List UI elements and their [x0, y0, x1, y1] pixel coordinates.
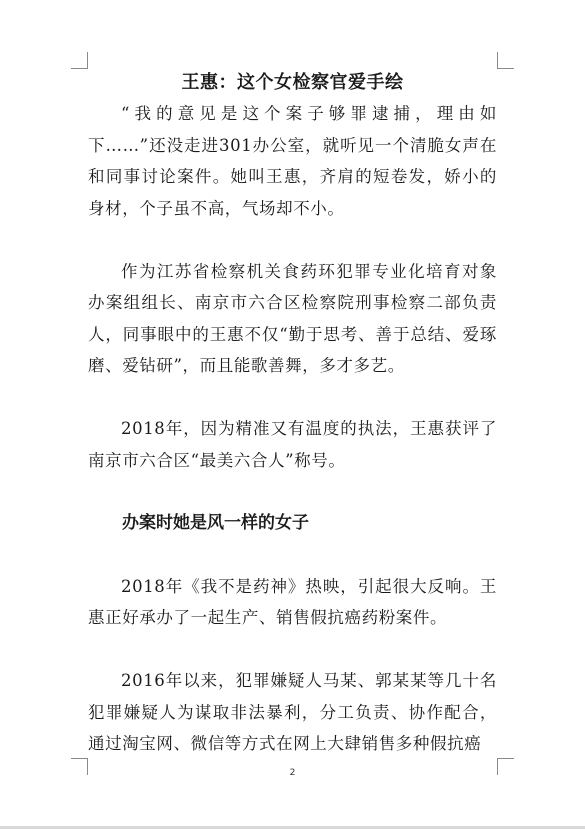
document-body: [88, 68, 497, 760]
paragraph-spacer: [88, 382, 497, 414]
crop-mark-top-right: [497, 52, 514, 69]
paragraph-intro: “我的意见是这个案子够罪逮捕，理由如下……”还没走进301办公室，就听见一个清脆女声在和同事讨论案件。她叫王惠，齐肩的短卷发，娇小的身材，个子虽不高，气场却不小。: [88, 104, 497, 218]
paragraph-role: 作为江苏省检察机关食药环犯罪专业化培育对象办案组组长、南京市六合区检察院刑事检察二部负责人，同事眼中的王惠不仅“勤于思考、善于总结、爱琢磨、爱钻研”，而且能歌善舞，多才多艺。: [88, 261, 497, 375]
paragraph-spacer: [88, 539, 497, 571]
paragraph-spacer: [88, 224, 497, 256]
section-subheading: 办案时她是风一样的女子: [122, 512, 309, 533]
paragraph-spacer: [88, 634, 497, 666]
page-number: 2: [289, 768, 296, 778]
crop-mark-top-left: [71, 52, 88, 69]
paragraph-spacer: [88, 476, 497, 508]
article-title: 王惠：这个女检察官爱手绘: [181, 72, 404, 93]
paragraph-case: 2016年以来，犯罪嫌疑人马某、郭某某等几十名犯罪嫌疑人为谋取非法暴利，分工负责、协作配合，通过淘宝网、微信等方式在网上大肆销售多种假抗癌: [88, 671, 497, 753]
paragraph-award: 2018年，因为精准又有温度的执法，王惠获评了南京市六合区“最美六合人”称号。: [88, 419, 497, 470]
paragraph-movie: 2018年《我不是药神》热映，引起很大反响。王惠正好承办了一起生产、销售假抗癌药粉案件。: [88, 576, 497, 627]
